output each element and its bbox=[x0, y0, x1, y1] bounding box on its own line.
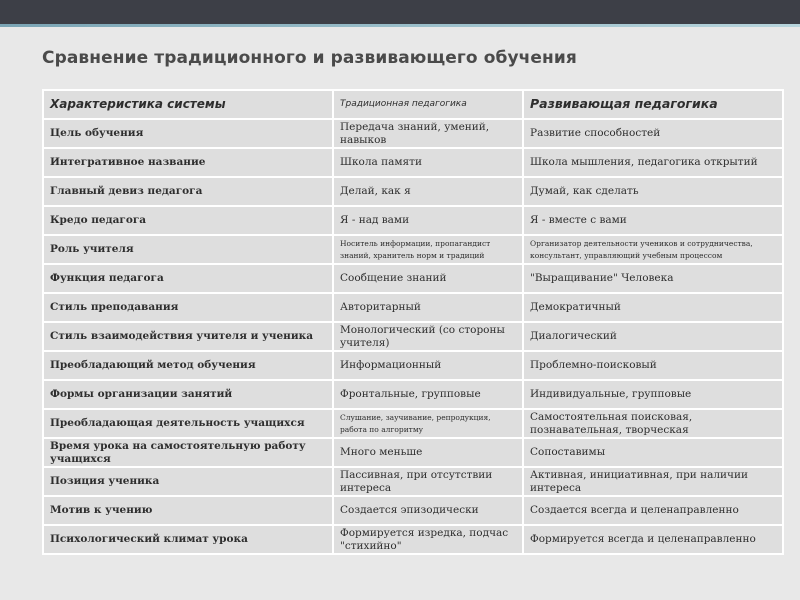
traditional-cell: Я - над вами bbox=[333, 206, 523, 235]
developmental-cell: Индивидуальные, групповые bbox=[523, 380, 783, 409]
row-label: Стиль взаимодействия учителя и ученика bbox=[43, 322, 333, 351]
traditional-cell: Информационный bbox=[333, 351, 523, 380]
developmental-cell: Диалогический bbox=[523, 322, 783, 351]
traditional-cell: Много меньше bbox=[333, 438, 523, 467]
table-row bbox=[43, 206, 783, 235]
table-row bbox=[43, 525, 783, 554]
row-label: Функция педагога bbox=[43, 264, 333, 293]
comparison-table bbox=[42, 89, 784, 555]
developmental-cell: Школа мышления, педагогика открытий bbox=[523, 148, 783, 177]
traditional-cell: Слушание, заучивание, репродукция, работа по алгоритму bbox=[333, 409, 523, 438]
table-row bbox=[43, 409, 783, 438]
row-label: Главный девиз педагога bbox=[43, 177, 333, 206]
row-label: Интегративное название bbox=[43, 148, 333, 177]
developmental-cell: Демократичный bbox=[523, 293, 783, 322]
table-row bbox=[43, 467, 783, 496]
top-bar-accent-line bbox=[0, 24, 800, 27]
row-label: Позиция ученика bbox=[43, 467, 333, 496]
traditional-cell: Сообщение знаний bbox=[333, 264, 523, 293]
row-label: Мотив к учению bbox=[43, 496, 333, 525]
traditional-cell: Монологический (со стороны учителя) bbox=[333, 322, 523, 351]
traditional-cell: Пассивная, при отсутствии интереса bbox=[333, 467, 523, 496]
table-row bbox=[43, 438, 783, 467]
row-label: Стиль преподавания bbox=[43, 293, 333, 322]
developmental-cell: "Выращивание" Человека bbox=[523, 264, 783, 293]
row-label: Психологический климат урока bbox=[43, 525, 333, 554]
table-row bbox=[43, 235, 783, 264]
row-label: Кредо педагога bbox=[43, 206, 333, 235]
row-label: Время урока на самостоятельную работу учащихся bbox=[43, 438, 333, 467]
table-header-row bbox=[43, 90, 783, 119]
header-characteristic: Характеристика системы bbox=[43, 90, 333, 119]
developmental-cell: Самостоятельная поисковая, познавательная, творческая bbox=[523, 409, 783, 438]
table-row bbox=[43, 264, 783, 293]
table-row bbox=[43, 496, 783, 525]
traditional-cell: Формируется изредка, подчас "стихийно" bbox=[333, 525, 523, 554]
header-developmental: Развивающая педагогика bbox=[523, 90, 783, 119]
developmental-cell: Сопоставимы bbox=[523, 438, 783, 467]
row-label: Роль учителя bbox=[43, 235, 333, 264]
table-row bbox=[43, 322, 783, 351]
developmental-cell: Думай, как сделать bbox=[523, 177, 783, 206]
developmental-cell: Активная, инициативная, при наличии интереса bbox=[523, 467, 783, 496]
row-label: Формы организации занятий bbox=[43, 380, 333, 409]
traditional-cell: Школа памяти bbox=[333, 148, 523, 177]
developmental-cell: Развитие способностей bbox=[523, 119, 783, 148]
table-row bbox=[43, 148, 783, 177]
traditional-cell: Передача знаний, умений, навыков bbox=[333, 119, 523, 148]
table-row bbox=[43, 380, 783, 409]
row-label: Преобладающая деятельность учащихся bbox=[43, 409, 333, 438]
row-label: Преобладающий метод обучения bbox=[43, 351, 333, 380]
developmental-cell: Я - вместе с вами bbox=[523, 206, 783, 235]
traditional-cell: Фронтальные, групповые bbox=[333, 380, 523, 409]
header-traditional: Традиционная педагогика bbox=[333, 90, 523, 119]
row-label: Цель обучения bbox=[43, 119, 333, 148]
traditional-cell: Авторитарный bbox=[333, 293, 523, 322]
table-row bbox=[43, 177, 783, 206]
developmental-cell: Организатор деятельности учеников и сотрудничества, консультант, управляющий учебным процессом bbox=[523, 235, 783, 264]
table-row bbox=[43, 351, 783, 380]
top-bar bbox=[0, 0, 800, 24]
table-row bbox=[43, 293, 783, 322]
traditional-cell: Делай, как я bbox=[333, 177, 523, 206]
slide-title: Сравнение традиционного и развивающего обучения bbox=[42, 48, 577, 68]
traditional-cell: Носитель информации, пропагандист знаний, хранитель норм и традиций bbox=[333, 235, 523, 264]
table-row bbox=[43, 119, 783, 148]
traditional-cell: Создается эпизодически bbox=[333, 496, 523, 525]
developmental-cell: Проблемно-поисковый bbox=[523, 351, 783, 380]
developmental-cell: Формируется всегда и целенаправленно bbox=[523, 525, 783, 554]
developmental-cell: Создается всегда и целенаправленно bbox=[523, 496, 783, 525]
